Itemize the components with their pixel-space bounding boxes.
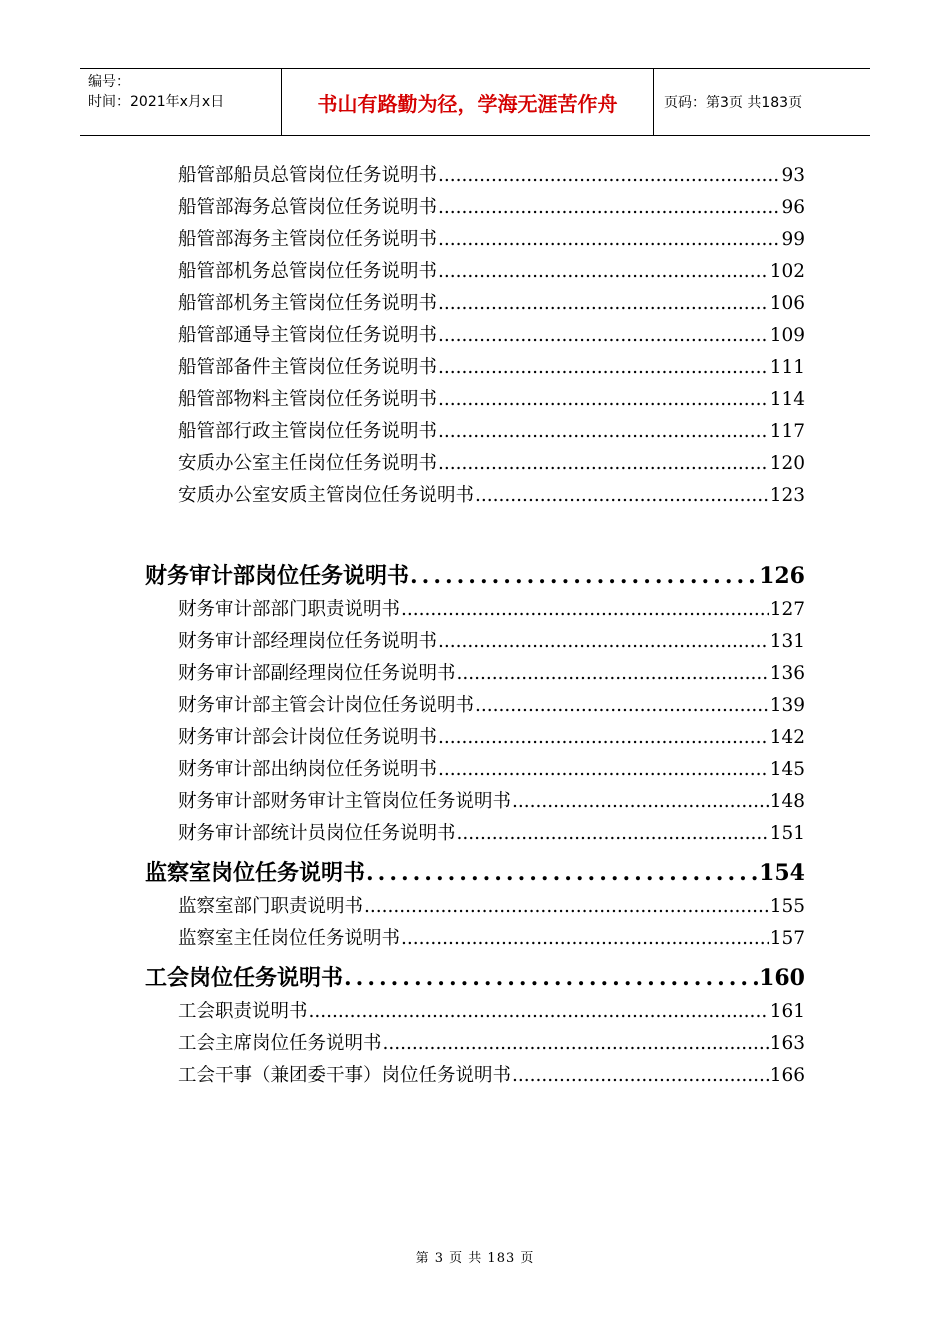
toc-entry-title: 船管部机务主管岗位任务说明书 xyxy=(178,293,438,314)
toc-dot-leader xyxy=(475,690,769,722)
toc-entry-page: 102 xyxy=(769,261,805,282)
toc-section-title: 监察室岗位任务说明书 xyxy=(145,860,366,886)
toc-entry-title: 财务审计部经理岗位任务说明书 xyxy=(178,631,438,652)
toc-entry[interactable] xyxy=(178,690,805,722)
toc-entry-page: 127 xyxy=(769,599,805,620)
toc-dot-leader xyxy=(438,626,769,658)
toc-section-page: 160 xyxy=(759,965,805,991)
toc-entry-title: 船管部物料主管岗位任务说明书 xyxy=(178,389,438,410)
toc-entry[interactable] xyxy=(178,448,805,480)
toc-entry-page: 93 xyxy=(781,165,805,186)
toc-dot-leader xyxy=(438,448,769,480)
toc-entry-page: 106 xyxy=(769,293,805,314)
toc-entry[interactable] xyxy=(178,352,805,384)
toc-dot-leader xyxy=(366,855,758,891)
toc-entry[interactable] xyxy=(178,160,805,192)
toc-entry-title: 工会主席岗位任务说明书 xyxy=(178,1033,382,1054)
toc-entry-page: 157 xyxy=(769,928,805,949)
toc-entry[interactable] xyxy=(178,923,805,955)
toc-dot-leader xyxy=(309,996,769,1028)
toc-section-page: 126 xyxy=(759,563,805,589)
toc-entry[interactable] xyxy=(178,786,805,818)
toc-dot-leader xyxy=(438,384,769,416)
toc-entry-title: 财务审计部主管会计岗位任务说明书 xyxy=(178,695,475,716)
toc-entry[interactable] xyxy=(178,722,805,754)
toc-dot-leader xyxy=(438,256,769,288)
toc-section-title: 财务审计部岗位任务说明书 xyxy=(145,563,410,589)
toc-entry-page: 96 xyxy=(781,197,805,218)
toc-entry[interactable] xyxy=(178,192,805,224)
toc-dot-leader xyxy=(475,480,769,512)
toc-entry[interactable] xyxy=(178,416,805,448)
toc-entry[interactable] xyxy=(178,480,805,512)
toc-entry[interactable] xyxy=(178,320,805,352)
page-footer: 第 3 页 共 183 页 xyxy=(415,1251,535,1266)
toc-section-page: 154 xyxy=(759,860,805,886)
toc-dot-leader xyxy=(438,160,780,192)
toc-entry[interactable] xyxy=(178,594,805,626)
toc-dot-leader xyxy=(401,594,769,626)
toc-entry-page: 161 xyxy=(769,1001,805,1022)
toc-dot-leader xyxy=(410,558,758,594)
toc-entry-title: 船管部海务总管岗位任务说明书 xyxy=(178,197,438,218)
toc-dot-leader xyxy=(438,192,780,224)
toc-entry-title: 财务审计部副经理岗位任务说明书 xyxy=(178,663,456,684)
toc-entry-title: 安质办公室安质主管岗位任务说明书 xyxy=(178,485,475,506)
toc-entry-page: 155 xyxy=(769,896,805,917)
toc-entry[interactable] xyxy=(178,256,805,288)
header-meta xyxy=(80,69,282,135)
toc-dot-leader xyxy=(344,960,758,996)
toc-entry[interactable] xyxy=(178,891,805,923)
toc-entry-page: 111 xyxy=(769,357,805,378)
toc-entry-page: 142 xyxy=(769,727,805,748)
toc-dot-leader xyxy=(383,1028,769,1060)
toc-entry-title: 船管部通导主管岗位任务说明书 xyxy=(178,325,438,346)
toc-dot-leader xyxy=(364,891,769,923)
toc-entry[interactable] xyxy=(178,996,805,1028)
toc-entry[interactable] xyxy=(178,818,805,850)
toc-entry[interactable] xyxy=(178,626,805,658)
toc-dot-leader xyxy=(457,658,769,690)
toc-entry[interactable] xyxy=(178,288,805,320)
toc-entry[interactable] xyxy=(178,224,805,256)
toc-entry-title: 工会职责说明书 xyxy=(178,1001,308,1022)
toc-entry-page: 109 xyxy=(769,325,805,346)
toc-dot-leader xyxy=(438,754,769,786)
toc-entry-title: 船管部海务主管岗位任务说明书 xyxy=(178,229,438,250)
toc-entry-title: 财务审计部会计岗位任务说明书 xyxy=(178,727,438,748)
header-page-info: 页码：第3页 共183页 xyxy=(664,95,803,111)
toc-dot-leader xyxy=(512,1060,769,1092)
toc-entry[interactable] xyxy=(178,384,805,416)
toc-entry-title: 监察室主任岗位任务说明书 xyxy=(178,928,401,949)
toc-section-heading[interactable] xyxy=(145,960,805,996)
toc-entry[interactable] xyxy=(178,754,805,786)
toc-entry-page: 131 xyxy=(769,631,805,652)
toc-entry-title: 财务审计部部门职责说明书 xyxy=(178,599,401,620)
toc-entry-page: 117 xyxy=(769,421,805,442)
toc-entry-title: 财务审计部财务审计主管岗位任务说明书 xyxy=(178,791,512,812)
toc-entry-title: 船管部备件主管岗位任务说明书 xyxy=(178,357,438,378)
toc-dot-leader xyxy=(438,320,769,352)
toc-entry-page: 139 xyxy=(769,695,805,716)
toc-dot-leader xyxy=(438,416,769,448)
toc-entry-title: 财务审计部统计员岗位任务说明书 xyxy=(178,823,456,844)
toc-dot-leader xyxy=(512,786,769,818)
toc-dot-leader xyxy=(438,352,769,384)
toc-entry-title: 安质办公室主任岗位任务说明书 xyxy=(178,453,438,474)
toc-entry-page: 148 xyxy=(769,791,805,812)
toc-entry-title: 船管部机务总管岗位任务说明书 xyxy=(178,261,438,282)
toc-entry-page: 114 xyxy=(769,389,805,410)
header-motto: 书山有路勤为径，学海无涯苦作舟 xyxy=(282,69,654,135)
toc-entry-page: 120 xyxy=(769,453,805,474)
toc-entry-page: 163 xyxy=(769,1033,805,1054)
toc-dot-leader xyxy=(438,224,780,256)
toc-entry-page: 136 xyxy=(769,663,805,684)
document-number-label: 编号： xyxy=(88,74,130,90)
toc-entry-title: 船管部行政主管岗位任务说明书 xyxy=(178,421,438,442)
toc-entry-page: 145 xyxy=(769,759,805,780)
toc-entry-title: 监察室部门职责说明书 xyxy=(178,896,364,917)
toc-section-heading[interactable] xyxy=(145,855,805,891)
toc-section-title: 工会岗位任务说明书 xyxy=(145,965,344,991)
toc-dot-leader xyxy=(438,288,769,320)
toc-entry[interactable] xyxy=(178,1028,805,1060)
page-header xyxy=(80,68,870,136)
toc-dot-leader xyxy=(401,923,769,955)
toc-dot-leader xyxy=(438,722,769,754)
toc-entry[interactable] xyxy=(178,658,805,690)
toc-entry-page: 151 xyxy=(769,823,805,844)
toc-dot-leader xyxy=(457,818,769,850)
document-date-label: 时间：2021年x月x日 xyxy=(88,94,225,110)
toc-section-heading[interactable] xyxy=(145,558,805,594)
toc-entry-page: 99 xyxy=(781,229,805,250)
toc-entry-page: 166 xyxy=(769,1065,805,1086)
toc-entry-page: 123 xyxy=(769,485,805,506)
toc-entry[interactable] xyxy=(178,1060,805,1092)
toc-entry-title: 船管部船员总管岗位任务说明书 xyxy=(178,165,438,186)
toc-entry-title: 财务审计部出纳岗位任务说明书 xyxy=(178,759,438,780)
toc-entry-title: 工会干事（兼团委干事）岗位任务说明书 xyxy=(178,1065,512,1086)
